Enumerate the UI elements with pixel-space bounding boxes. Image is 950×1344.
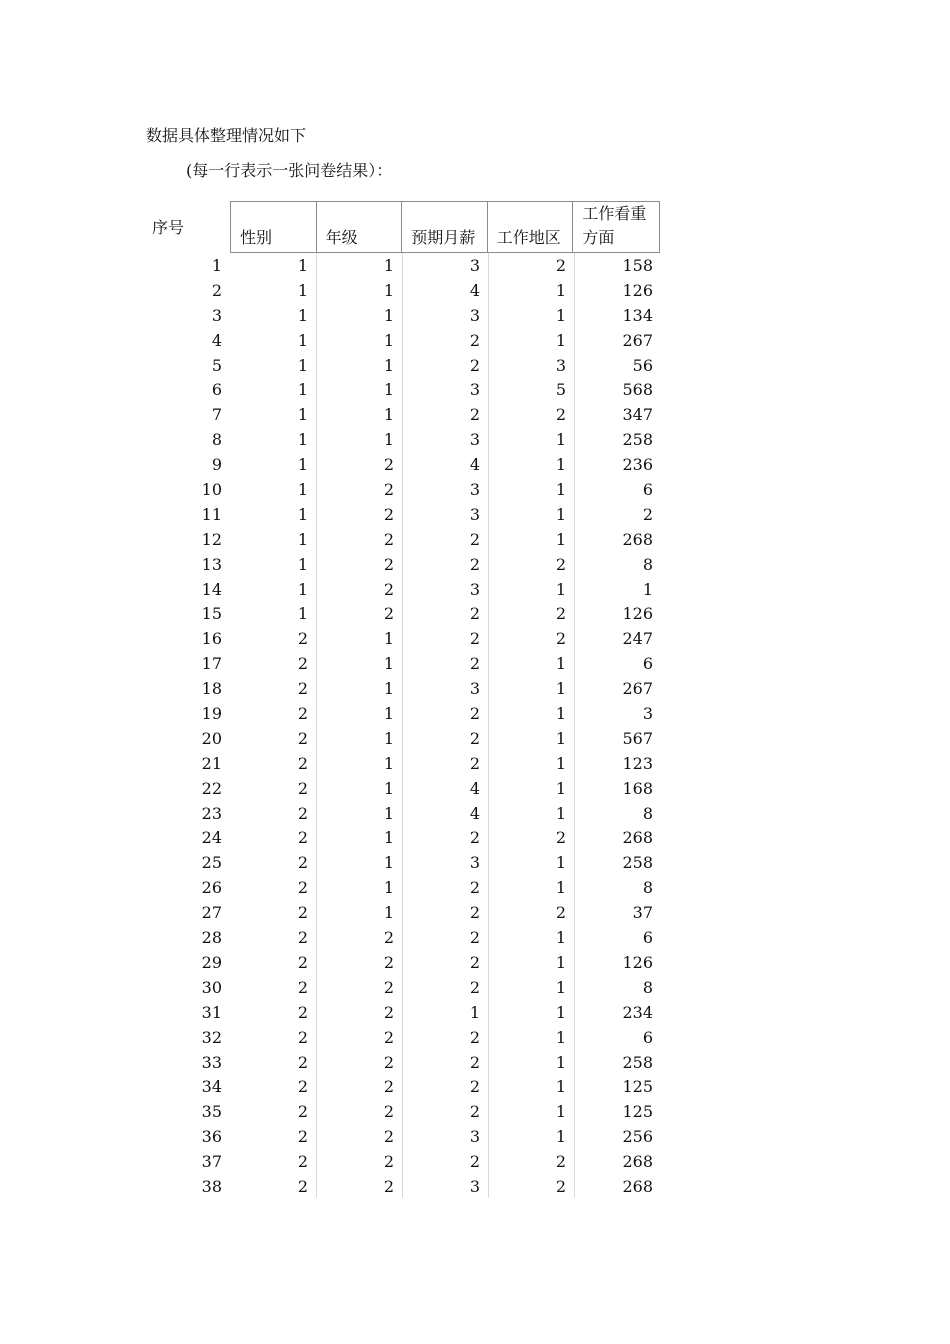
table-row	[0, 802, 950, 827]
cell-seq: 25	[201, 853, 222, 873]
cell-grade: 1	[383, 778, 394, 798]
cell-seq: 23	[201, 803, 222, 823]
cell-seq: 22	[201, 778, 222, 798]
cell-work-region: 1	[555, 803, 566, 823]
cell-work-priority: 267	[622, 330, 653, 350]
cell-gender: 2	[297, 753, 308, 773]
cell-seq: 36	[201, 1127, 222, 1147]
cell-gender: 2	[297, 1077, 308, 1097]
cell-gender: 1	[297, 380, 308, 400]
cell-grade: 2	[383, 1002, 394, 1022]
table-row	[0, 652, 950, 677]
cell-expected-salary: 2	[469, 604, 480, 624]
cell-grade: 1	[383, 405, 394, 425]
column-header-label: 性别	[240, 228, 273, 247]
cell-expected-salary: 3	[469, 579, 480, 599]
cell-gender: 1	[297, 579, 308, 599]
cell-gender: 1	[297, 305, 308, 325]
cell-seq: 32	[201, 1027, 222, 1047]
cell-grade: 2	[383, 604, 394, 624]
cell-work-region: 2	[555, 629, 566, 649]
cell-seq: 4	[211, 330, 222, 350]
cell-work-priority: 568	[622, 380, 653, 400]
cell-work-priority: 258	[622, 853, 653, 873]
cell-expected-salary: 4	[469, 778, 480, 798]
cell-expected-salary: 2	[469, 977, 480, 997]
cell-gender: 2	[297, 1002, 308, 1022]
cell-gender: 2	[297, 828, 308, 848]
cell-grade: 2	[383, 529, 394, 549]
cell-gender: 1	[297, 256, 308, 275]
cell-work-region: 1	[555, 1077, 566, 1097]
cell-work-region: 1	[555, 878, 566, 898]
cell-gender: 2	[297, 878, 308, 898]
cell-seq: 10	[201, 480, 222, 500]
cell-gender: 2	[297, 952, 308, 972]
cell-seq: 16	[201, 629, 222, 649]
cell-seq: 21	[201, 753, 222, 773]
cell-seq: 7	[211, 405, 222, 425]
cell-expected-salary: 3	[469, 480, 480, 500]
cell-grade: 1	[383, 256, 394, 275]
cell-gender: 1	[297, 529, 308, 549]
cell-seq: 2	[211, 280, 222, 300]
cell-work-priority: 37	[632, 903, 653, 923]
cell-grade: 1	[383, 803, 394, 823]
cell-seq: 11	[201, 504, 222, 524]
cell-gender: 1	[297, 604, 308, 624]
cell-grade: 1	[383, 654, 394, 674]
cell-work-priority: 256	[622, 1127, 653, 1147]
cell-work-priority: 236	[622, 455, 653, 475]
cell-seq: 8	[211, 430, 222, 450]
cell-expected-salary: 2	[469, 554, 480, 574]
table-row	[0, 453, 950, 478]
table-row	[0, 578, 950, 603]
cell-gender: 1	[297, 405, 308, 425]
cell-work-region: 1	[555, 280, 566, 300]
cell-work-region: 3	[555, 355, 566, 375]
cell-grade: 2	[383, 1152, 394, 1172]
cell-work-priority: 268	[622, 828, 653, 848]
cell-work-region: 1	[555, 1102, 566, 1122]
cell-expected-salary: 3	[469, 430, 480, 450]
cell-work-priority: 347	[622, 405, 653, 425]
cell-grade: 2	[383, 554, 394, 574]
cell-gender: 2	[297, 654, 308, 674]
cell-work-priority: 126	[622, 604, 653, 624]
cell-gender: 2	[297, 629, 308, 649]
page-heading: 数据具体整理情况如下	[146, 126, 307, 145]
cell-work-priority: 134	[622, 305, 653, 325]
table-row	[0, 777, 950, 802]
table-row	[0, 826, 950, 851]
cell-work-priority: 1	[642, 579, 653, 599]
cell-grade: 1	[383, 878, 394, 898]
cell-work-region: 2	[555, 903, 566, 923]
cell-grade: 1	[383, 380, 394, 400]
cell-work-priority: 8	[642, 803, 653, 823]
cell-work-region: 1	[555, 704, 566, 724]
cell-grade: 1	[383, 355, 394, 375]
table-row	[0, 752, 950, 777]
cell-seq: 29	[201, 952, 222, 972]
cell-work-priority: 123	[622, 753, 653, 773]
cell-gender: 1	[297, 430, 308, 450]
cell-gender: 1	[297, 330, 308, 350]
cell-expected-salary: 2	[469, 903, 480, 923]
column-header-label: 预期月薪	[411, 228, 476, 247]
cell-grade: 2	[383, 928, 394, 948]
column-header-label-line1: 工作看重	[582, 204, 647, 223]
cell-seq: 9	[211, 455, 222, 475]
cell-work-priority: 126	[622, 952, 653, 972]
cell-work-region: 1	[555, 1127, 566, 1147]
cell-expected-salary: 1	[469, 1002, 480, 1022]
table-row	[0, 1051, 950, 1076]
cell-work-priority: 6	[642, 480, 653, 500]
cell-seq: 17	[201, 654, 222, 674]
cell-gender: 2	[297, 803, 308, 823]
cell-seq: 24	[201, 828, 222, 848]
cell-grade: 2	[383, 1077, 394, 1097]
column-header-label: 年级	[325, 228, 358, 247]
cell-gender: 1	[297, 280, 308, 300]
cell-expected-salary: 2	[469, 828, 480, 848]
cell-seq: 38	[201, 1176, 222, 1196]
cell-grade: 1	[383, 280, 394, 300]
column-header-gender	[231, 202, 317, 252]
table-row	[0, 1001, 950, 1026]
cell-work-region: 2	[555, 604, 566, 624]
column-header-expected-salary	[402, 202, 488, 252]
cell-gender: 1	[297, 504, 308, 524]
cell-work-priority: 56	[632, 355, 653, 375]
cell-work-region: 1	[555, 1027, 566, 1047]
cell-work-priority: 8	[642, 554, 653, 574]
cell-work-region: 1	[555, 504, 566, 524]
cell-gender: 2	[297, 1152, 308, 1172]
cell-work-priority: 158	[622, 256, 653, 275]
table-row	[0, 528, 950, 553]
cell-work-region: 1	[555, 579, 566, 599]
cell-work-region: 2	[555, 405, 566, 425]
table-row	[0, 553, 950, 578]
cell-gender: 2	[297, 928, 308, 948]
cell-grade: 1	[383, 853, 394, 873]
cell-seq: 15	[201, 604, 222, 624]
cell-work-priority: 268	[622, 1176, 653, 1196]
cell-gender: 2	[297, 1176, 308, 1196]
cell-expected-salary: 3	[469, 256, 480, 275]
cell-seq: 33	[201, 1052, 222, 1072]
cell-expected-salary: 2	[469, 1152, 480, 1172]
cell-expected-salary: 2	[469, 753, 480, 773]
cell-work-region: 5	[555, 380, 566, 400]
cell-grade: 2	[383, 1052, 394, 1072]
table-row	[0, 428, 950, 453]
cell-work-region: 1	[555, 455, 566, 475]
cell-expected-salary: 2	[469, 355, 480, 375]
cell-grade: 1	[383, 679, 394, 699]
cell-grade: 1	[383, 903, 394, 923]
table-row	[0, 677, 950, 702]
table-row	[0, 403, 950, 428]
cell-grade: 1	[383, 305, 394, 325]
cell-work-priority: 267	[622, 679, 653, 699]
table-row	[0, 1026, 950, 1051]
cell-seq: 1	[211, 256, 222, 275]
table-row	[0, 901, 950, 926]
cell-gender: 2	[297, 1102, 308, 1122]
column-header-work-region	[488, 202, 574, 252]
table-row	[0, 876, 950, 901]
column-header-grade	[317, 202, 403, 252]
cell-work-region: 2	[555, 1176, 566, 1196]
table-row	[0, 354, 950, 379]
cell-grade: 1	[383, 430, 394, 450]
cell-gender: 2	[297, 679, 308, 699]
cell-work-region: 1	[555, 928, 566, 948]
table-row	[0, 951, 950, 976]
table-row	[0, 851, 950, 876]
table-body	[0, 254, 950, 1200]
cell-expected-salary: 2	[469, 878, 480, 898]
cell-expected-salary: 2	[469, 330, 480, 350]
cell-expected-salary: 2	[469, 529, 480, 549]
cell-grade: 1	[383, 753, 394, 773]
cell-expected-salary: 2	[469, 629, 480, 649]
cell-work-region: 1	[555, 654, 566, 674]
cell-gender: 2	[297, 1027, 308, 1047]
cell-work-priority: 247	[622, 629, 653, 649]
cell-work-priority: 8	[642, 977, 653, 997]
table-row	[0, 279, 950, 304]
cell-work-priority: 126	[622, 280, 653, 300]
cell-seq: 34	[201, 1077, 222, 1097]
table-row	[0, 1100, 950, 1125]
cell-seq: 28	[201, 928, 222, 948]
cell-expected-salary: 4	[469, 455, 480, 475]
table-row	[0, 602, 950, 627]
cell-work-region: 2	[555, 256, 566, 275]
cell-expected-salary: 2	[469, 728, 480, 748]
table-row	[0, 503, 950, 528]
cell-work-region: 2	[555, 554, 566, 574]
cell-gender: 2	[297, 728, 308, 748]
cell-work-region: 1	[555, 430, 566, 450]
cell-grade: 1	[383, 629, 394, 649]
table-row	[0, 304, 950, 329]
table-row	[0, 976, 950, 1001]
cell-work-region: 1	[555, 1002, 566, 1022]
table-row	[0, 378, 950, 403]
column-header-seq: 序号	[152, 218, 185, 237]
cell-expected-salary: 2	[469, 928, 480, 948]
cell-expected-salary: 2	[469, 952, 480, 972]
cell-expected-salary: 3	[469, 1127, 480, 1147]
cell-grade: 2	[383, 1176, 394, 1196]
cell-work-region: 1	[555, 977, 566, 997]
cell-seq: 35	[201, 1102, 222, 1122]
cell-work-region: 1	[555, 305, 566, 325]
cell-grade: 2	[383, 1027, 394, 1047]
cell-expected-salary: 2	[469, 654, 480, 674]
cell-seq: 3	[211, 305, 222, 325]
cell-gender: 2	[297, 853, 308, 873]
cell-work-priority: 8	[642, 878, 653, 898]
cell-work-priority: 268	[622, 529, 653, 549]
table-row	[0, 727, 950, 752]
cell-gender: 2	[297, 1052, 308, 1072]
cell-gender: 2	[297, 903, 308, 923]
cell-expected-salary: 4	[469, 803, 480, 823]
cell-seq: 30	[201, 977, 222, 997]
cell-work-priority: 268	[622, 1152, 653, 1172]
cell-expected-salary: 2	[469, 704, 480, 724]
column-header-work-priority	[573, 202, 659, 252]
cell-work-priority: 6	[642, 928, 653, 948]
cell-work-priority: 6	[642, 654, 653, 674]
cell-grade: 1	[383, 828, 394, 848]
cell-gender: 2	[297, 778, 308, 798]
cell-work-region: 1	[555, 330, 566, 350]
cell-grade: 2	[383, 579, 394, 599]
cell-expected-salary: 3	[469, 380, 480, 400]
cell-grade: 2	[383, 455, 394, 475]
cell-work-priority: 258	[622, 430, 653, 450]
cell-grade: 2	[383, 504, 394, 524]
cell-expected-salary: 3	[469, 305, 480, 325]
cell-expected-salary: 2	[469, 1077, 480, 1097]
table-row	[0, 1175, 950, 1200]
cell-grade: 2	[383, 1127, 394, 1147]
cell-seq: 27	[201, 903, 222, 923]
cell-expected-salary: 3	[469, 1176, 480, 1196]
cell-gender: 1	[297, 455, 308, 475]
table-row	[0, 926, 950, 951]
cell-seq: 37	[201, 1152, 222, 1172]
cell-expected-salary: 2	[469, 1102, 480, 1122]
cell-work-priority: 3	[642, 704, 653, 724]
cell-gender: 1	[297, 480, 308, 500]
cell-work-priority: 168	[622, 778, 653, 798]
cell-expected-salary: 3	[469, 679, 480, 699]
cell-seq: 12	[201, 529, 222, 549]
table-row	[0, 329, 950, 354]
cell-work-region: 1	[555, 679, 566, 699]
cell-grade: 2	[383, 1102, 394, 1122]
cell-grade: 2	[383, 480, 394, 500]
cell-expected-salary: 2	[469, 1027, 480, 1047]
cell-gender: 2	[297, 1127, 308, 1147]
cell-expected-salary: 3	[469, 853, 480, 873]
cell-work-priority: 6	[642, 1027, 653, 1047]
cell-work-priority: 2	[642, 504, 653, 524]
cell-work-region: 1	[555, 728, 566, 748]
cell-grade: 2	[383, 977, 394, 997]
cell-seq: 20	[201, 728, 222, 748]
cell-work-priority: 258	[622, 1052, 653, 1072]
cell-work-region: 1	[555, 778, 566, 798]
cell-grade: 1	[383, 330, 394, 350]
cell-work-region: 1	[555, 1052, 566, 1072]
table-row	[0, 1075, 950, 1100]
cell-seq: 5	[211, 355, 222, 375]
table-header-row	[230, 201, 660, 253]
cell-grade: 2	[383, 952, 394, 972]
cell-seq: 18	[201, 679, 222, 699]
table-row	[0, 627, 950, 652]
cell-expected-salary: 3	[469, 504, 480, 524]
cell-expected-salary: 4	[469, 280, 480, 300]
cell-gender: 1	[297, 554, 308, 574]
cell-work-region: 2	[555, 828, 566, 848]
cell-gender: 1	[297, 355, 308, 375]
table-row	[0, 1125, 950, 1150]
cell-seq: 26	[201, 878, 222, 898]
cell-seq: 31	[201, 1002, 222, 1022]
cell-gender: 2	[297, 704, 308, 724]
table-row	[0, 254, 950, 279]
cell-work-region: 2	[555, 1152, 566, 1172]
cell-expected-salary: 2	[469, 1052, 480, 1072]
cell-work-region: 1	[555, 753, 566, 773]
cell-grade: 1	[383, 704, 394, 724]
cell-seq: 6	[211, 380, 222, 400]
cell-work-priority: 567	[622, 728, 653, 748]
cell-expected-salary: 2	[469, 405, 480, 425]
column-header-label: 工作地区	[496, 228, 561, 247]
cell-work-priority: 125	[622, 1077, 653, 1097]
cell-seq: 19	[201, 704, 222, 724]
table-row	[0, 478, 950, 503]
table-row	[0, 702, 950, 727]
cell-work-region: 1	[555, 853, 566, 873]
cell-work-region: 1	[555, 480, 566, 500]
cell-work-region: 1	[555, 952, 566, 972]
column-header-label-line2: 方面	[582, 228, 615, 247]
cell-work-priority: 125	[622, 1102, 653, 1122]
cell-grade: 1	[383, 728, 394, 748]
cell-seq: 13	[201, 554, 222, 574]
cell-seq: 14	[201, 579, 222, 599]
cell-gender: 2	[297, 977, 308, 997]
table-row	[0, 1150, 950, 1175]
cell-work-priority: 234	[622, 1002, 653, 1022]
cell-work-region: 1	[555, 529, 566, 549]
page-subheading: (每一行表示一张问卷结果）：	[186, 161, 393, 180]
